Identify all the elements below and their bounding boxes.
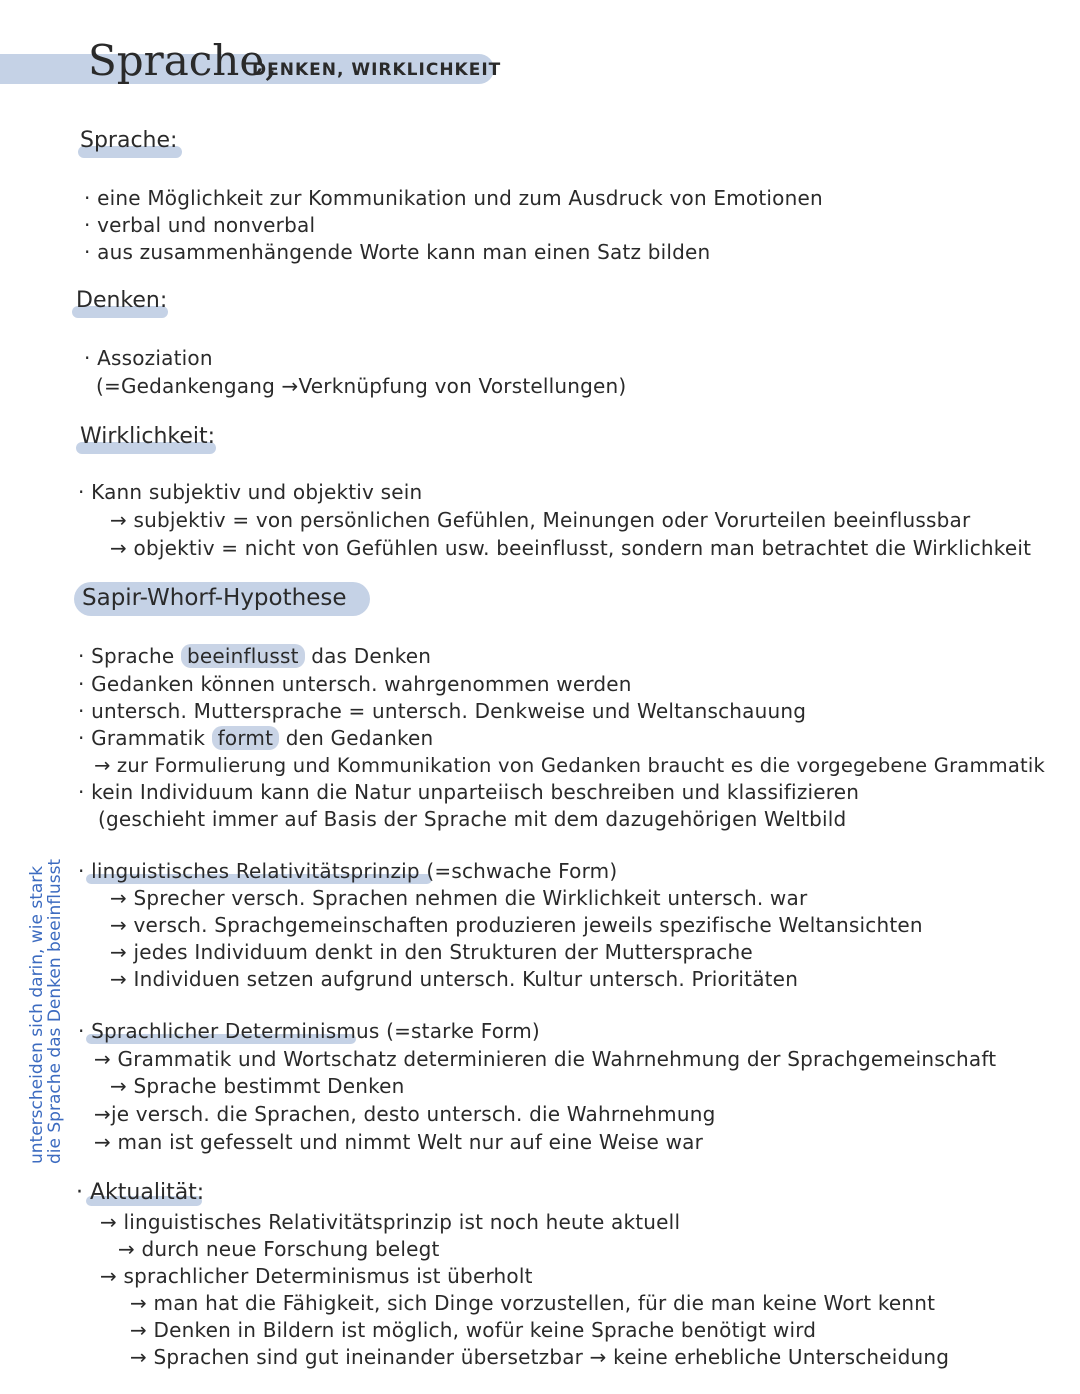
list-item: · Sprache beeinflusst das Denken xyxy=(78,644,432,668)
list-item-sub: → linguistisches Relativitätsprinzip ist noch heute aktuell xyxy=(100,1210,681,1234)
determinismus-heading: · Sprachlicher Determinismus (=starke Form) xyxy=(78,1019,540,1043)
highlight: beeinflusst xyxy=(181,644,305,668)
list-item-sub: → Sprecher versch. Sprachen nehmen die Wirklichkeit untersch. war xyxy=(110,886,808,910)
list-item: · kein Individuum kann die Natur unparteiisch beschreiben und klassifizieren xyxy=(78,780,860,804)
list-item-sub: → jedes Individuum denkt in den Strukturen der Muttersprache xyxy=(110,940,753,964)
highlight: formt xyxy=(212,726,279,750)
list-item-sub: → Denken in Bildern ist möglich, wofür keine Sprache benötigt wird xyxy=(130,1318,817,1342)
list-item-sub: → Sprache bestimmt Denken xyxy=(110,1074,405,1098)
list-item: · Grammatik formt den Gedanken xyxy=(78,726,434,750)
hypothese-heading: Sapir-Whorf-Hypothese xyxy=(82,585,347,611)
list-item-sub: → subjektiv = von persönlichen Gefühlen, Meinungen oder Vorurteilen beeinflussbar xyxy=(110,508,971,532)
list-item: · Assoziation xyxy=(84,346,213,370)
list-item-sub: → Sprachen sind gut ineinander übersetzbar → keine erhebliche Unterscheidung xyxy=(130,1345,950,1369)
list-item-sub: → man ist gefesselt und nimmt Welt nur auf eine Weise war xyxy=(94,1130,704,1154)
list-item: · verbal und nonverbal xyxy=(84,213,316,237)
list-item: · Gedanken können untersch. wahrgenommen werden xyxy=(78,672,632,696)
list-item-sub: → Grammatik und Wortschatz determinieren die Wahrnehmung der Sprachgemeinschaft xyxy=(94,1047,997,1071)
list-item-sub: → Individuen setzen aufgrund untersch. Kultur untersch. Prioritäten xyxy=(110,967,799,991)
list-item-sub: → zur Formulierung und Kommunikation von Gedanken braucht es die vorgegebene Grammatik xyxy=(94,754,1045,777)
list-item-sub: → objektiv = nicht von Gefühlen usw. beeinflusst, sondern man betrachtet die Wirklichkeit xyxy=(110,536,1032,560)
list-item-sub: (=Gedankengang →Verknüpfung von Vorstellungen) xyxy=(96,374,627,398)
list-item-sub: (geschieht immer auf Basis der Sprache mit dem dazugehörigen Weltbild xyxy=(98,807,847,831)
list-item-sub: → versch. Sprachgemeinschaften produzieren jeweils spezifische Weltansichten xyxy=(110,913,923,937)
page-subtitle: DENKEN, WIRKLICHKEIT xyxy=(252,60,502,80)
list-item-sub: → durch neue Forschung belegt xyxy=(118,1237,440,1261)
list-item: · eine Möglichkeit zur Kommunikation und zum Ausdruck von Emotionen xyxy=(84,186,823,210)
aktualitaet-heading: · Aktualität: xyxy=(76,1180,205,1205)
side-note: unterscheiden sich darin, wie stark die Sprache das Denken beeinflusst xyxy=(27,858,65,1164)
list-item: · Kann subjektiv und objektiv sein xyxy=(78,480,423,504)
list-item: · aus zusammenhängende Worte kann man einen Satz bilden xyxy=(84,240,711,264)
relativitaet-heading: · linguistisches Relativitätsprinzip (=schwache Form) xyxy=(78,859,618,883)
list-item: · untersch. Muttersprache = untersch. Denkweise und Weltanschauung xyxy=(78,699,807,723)
denken-heading: Denken: xyxy=(76,288,168,313)
list-item-sub: → sprachlicher Determinismus ist überholt xyxy=(100,1264,533,1288)
list-item-sub: → man hat die Fähigkeit, sich Dinge vorzustellen, für die man keine Wort kennt xyxy=(130,1291,936,1315)
sprache-heading: Sprache: xyxy=(80,128,178,153)
page-title: Sprache, xyxy=(88,36,278,85)
wirklichkeit-heading: Wirklichkeit: xyxy=(80,424,216,449)
list-item-sub: →je versch. die Sprachen, desto untersch. die Wahrnehmung xyxy=(94,1102,716,1126)
